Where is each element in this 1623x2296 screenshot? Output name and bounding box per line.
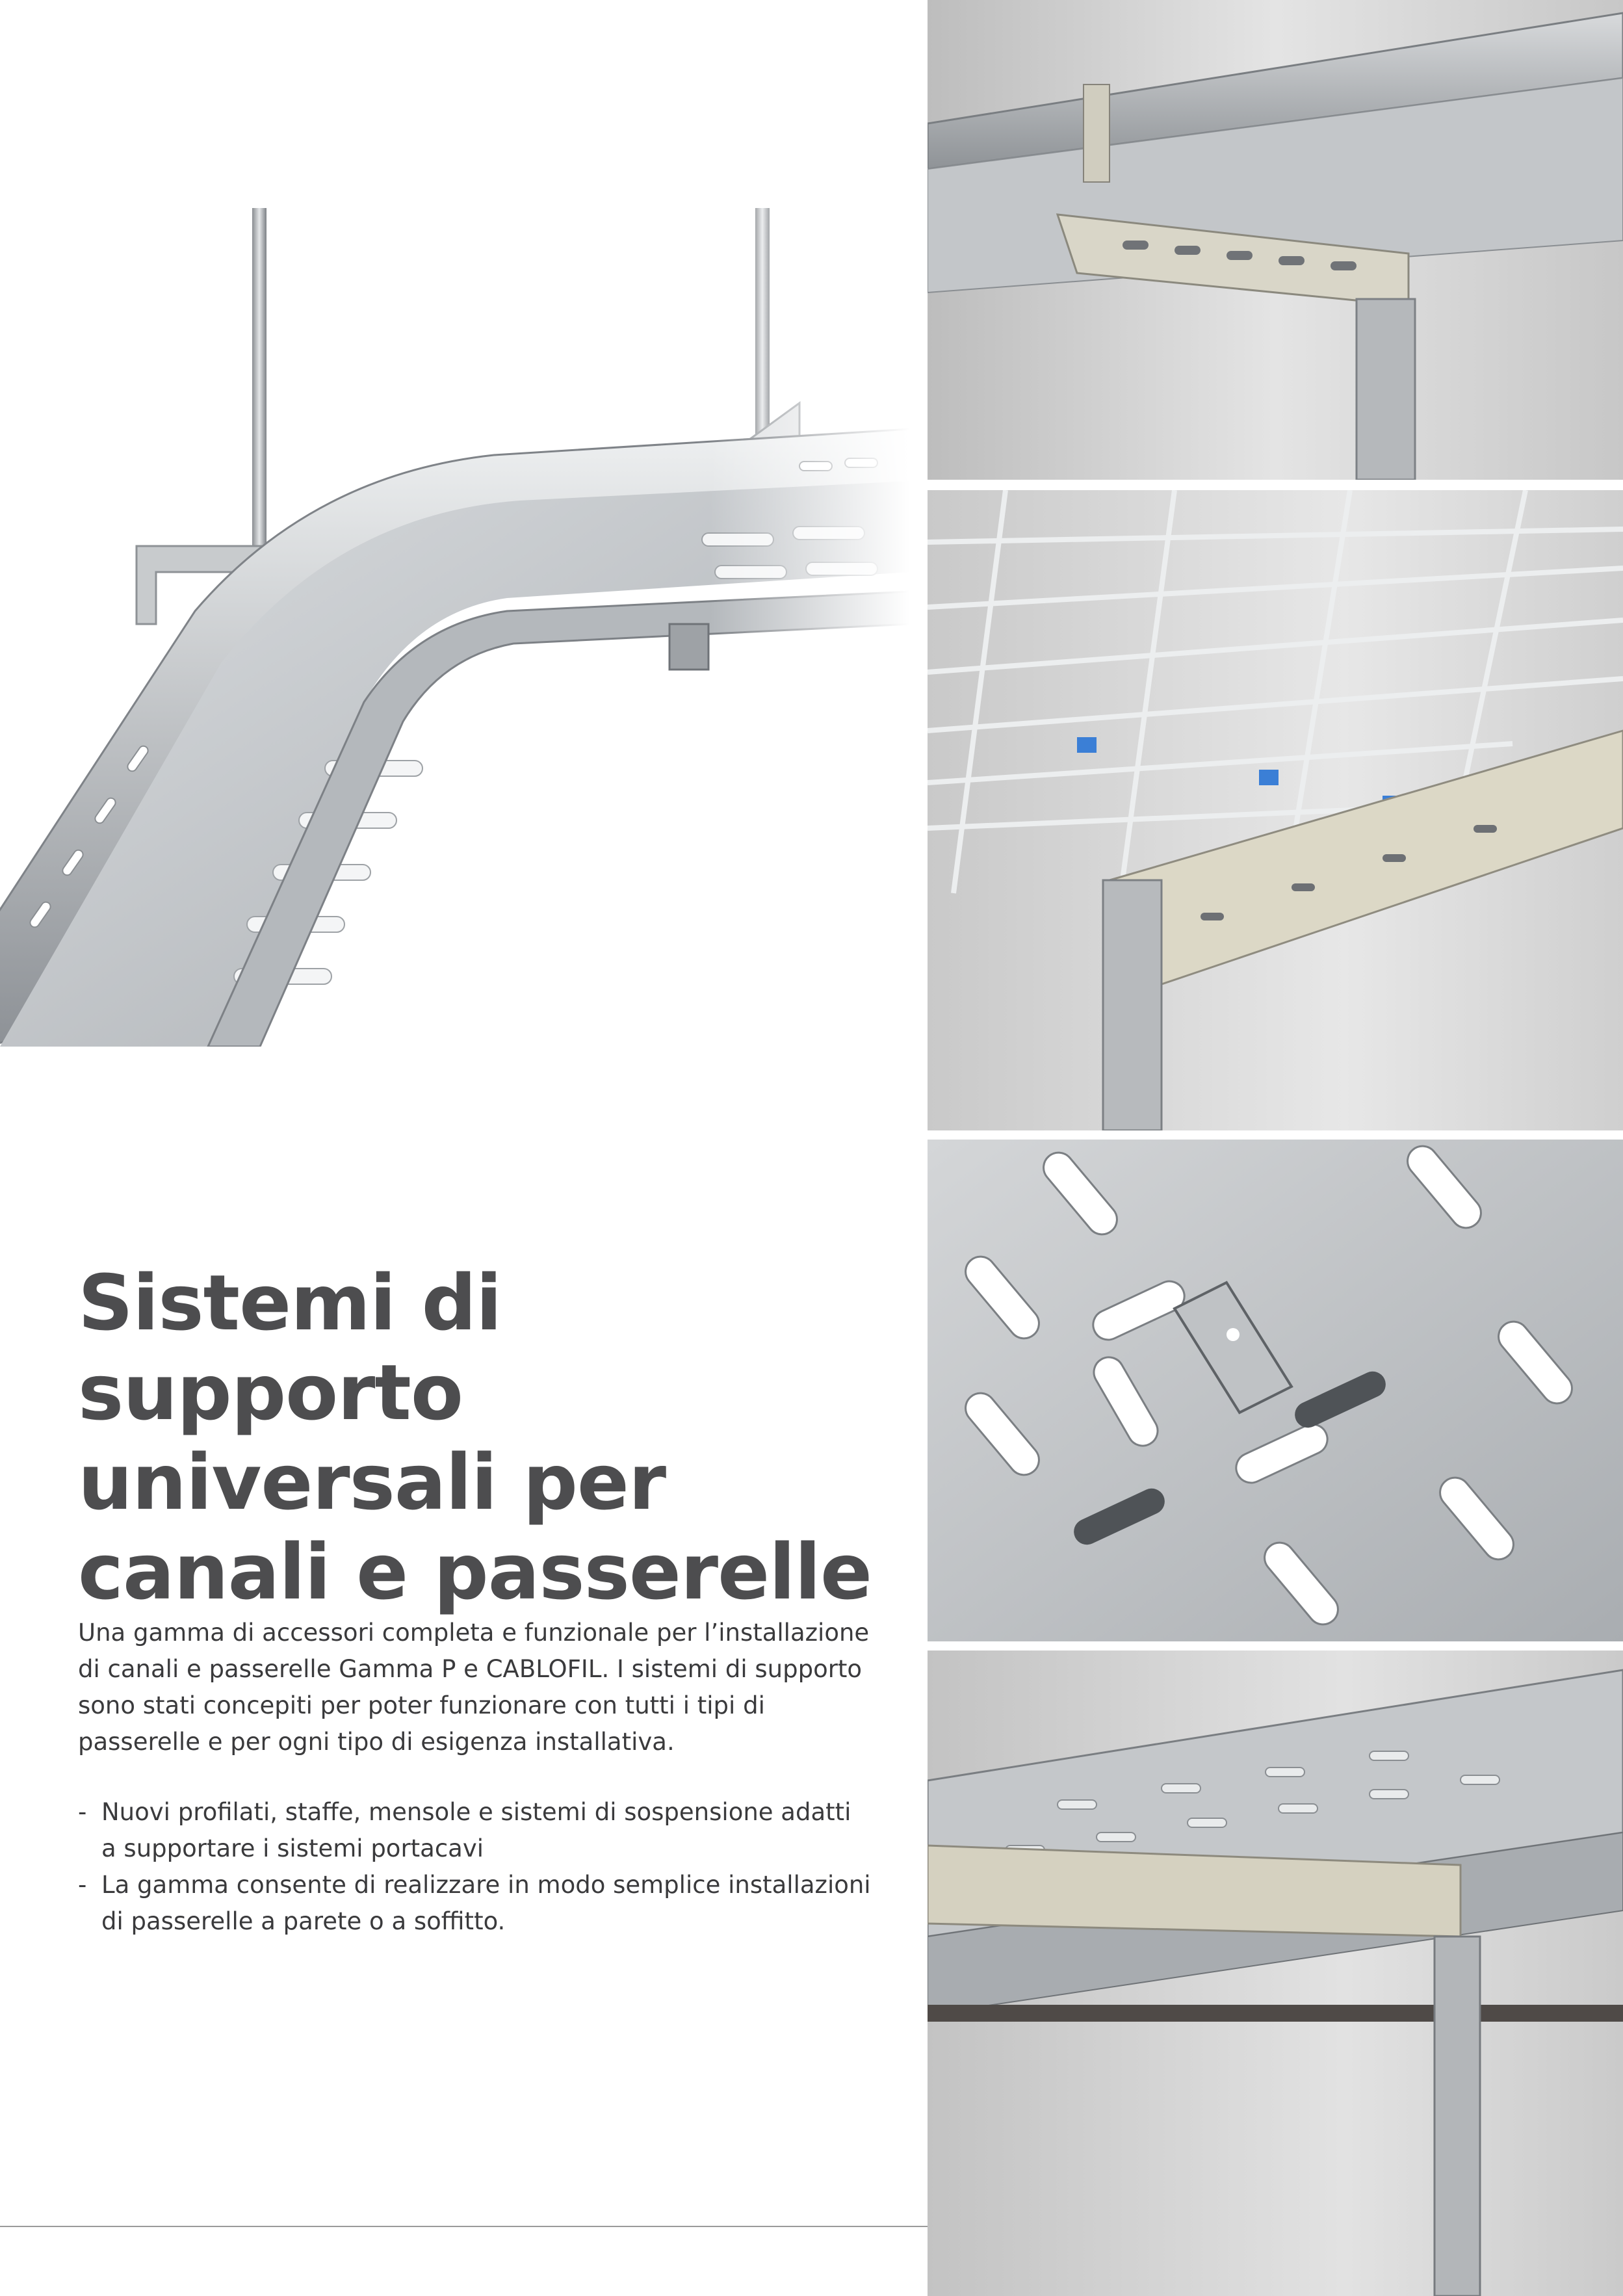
hero-photo [0, 208, 910, 1047]
page-title-line-2: universali per [78, 1437, 666, 1527]
body-text [78, 1615, 871, 1940]
bullet-dash: - [78, 1798, 87, 1826]
list-item-text: La gamma consente di realizzare in modo semplice installazioni di passerelle a parete o a soffitto. [101, 1871, 871, 1935]
list-item-text: Nuovi profilati, staffe, mensole e sistemi di sospensione adatti a supportare i sistemi portacavi [101, 1798, 851, 1862]
bullet-dash: - [78, 1871, 87, 1899]
page-title-line-3: canali e passerelle [78, 1527, 872, 1617]
page-title [78, 1258, 890, 1617]
list-item [78, 1867, 871, 1940]
photo-1 [928, 0, 1623, 480]
feature-list [78, 1794, 871, 1940]
photo-4 [928, 1650, 1623, 2296]
intro-paragraph: Una gamma di accessori completa e funzionale per l’installazione di canali e passerelle Gamma P e CABLOFIL. I sistemi di supporto sono stati concepiti per poter funzionare con tutti i tipi di passerelle e per ogni tipo di esigenza installativa. [78, 1619, 870, 1756]
footer-divider [0, 2226, 928, 2227]
photo-3 [928, 1140, 1623, 1641]
photo-column [928, 0, 1623, 2296]
photo-2 [928, 490, 1623, 1130]
page-title-line-1: Sistemi di supporto [78, 1258, 502, 1437]
list-item [78, 1794, 871, 1867]
